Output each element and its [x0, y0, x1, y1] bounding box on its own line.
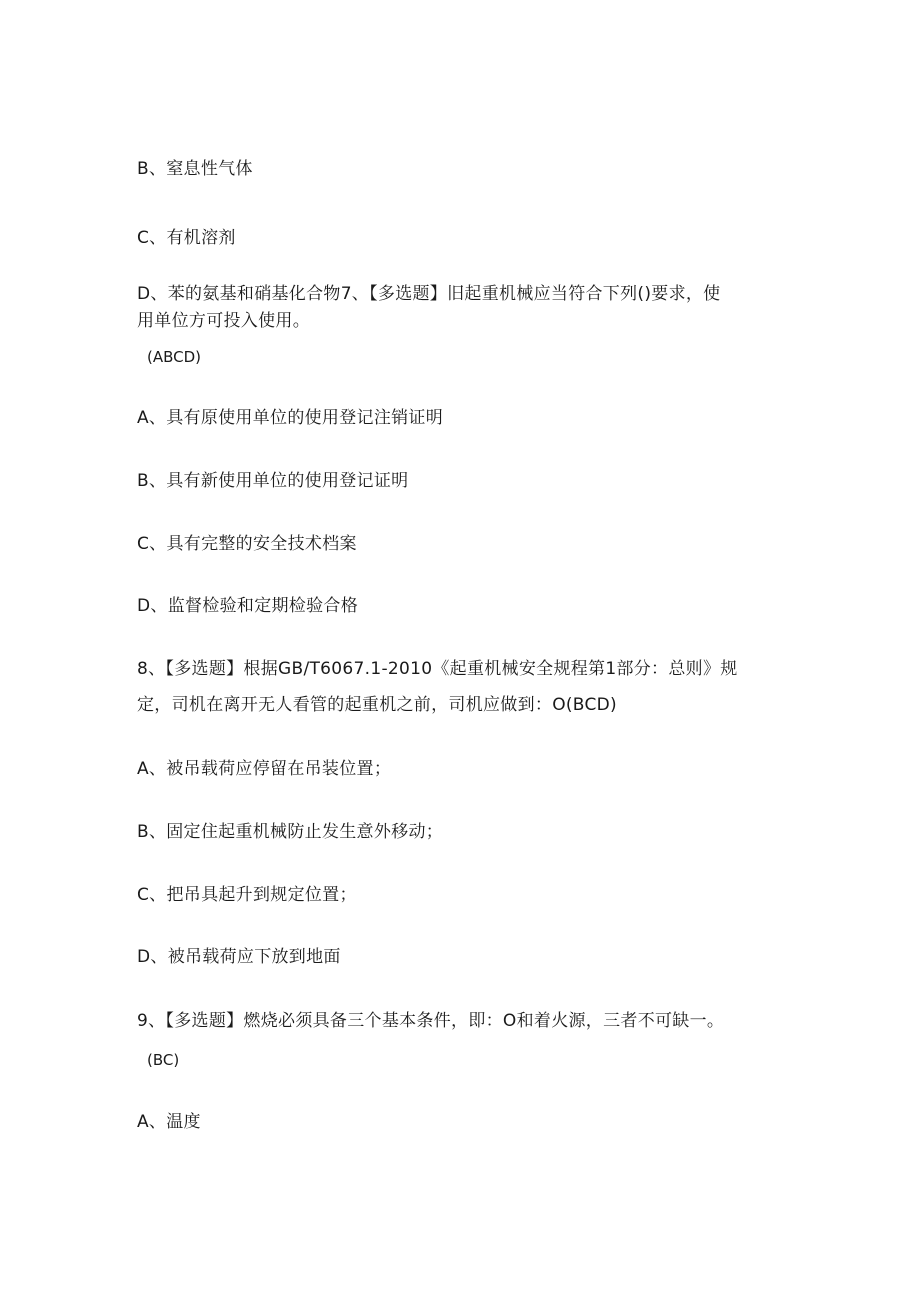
- question-8-line-1: 8、【多选题】根据GB/T6067.1-2010《起重机械安全规程第1部分：总则》规: [137, 659, 738, 679]
- question-9-line-1: 9、【多选题】燃烧必须具备三个基本条件，即：O和着火源，三者不可缺一。: [137, 1011, 725, 1031]
- q7-option-c: C、具有完整的安全技术档案: [137, 534, 357, 554]
- q8-option-b: B、固定住起重机械防止发生意外移动；: [137, 822, 444, 842]
- question-9-answer: (BC): [147, 1051, 180, 1069]
- option-b-line: B、窒息性气体: [137, 159, 253, 179]
- option-c-line: C、有机溶剂: [137, 228, 236, 248]
- q7-option-a: A、具有原使用单位的使用登记注销证明: [137, 408, 444, 428]
- q7-option-b: B、具有新使用单位的使用登记证明: [137, 471, 409, 491]
- question-7-line-1: D、苯的氨基和硝基化合物7、【多选题】旧起重机械应当符合下列()要求，使: [137, 284, 721, 304]
- q8-option-d: D、被吊载荷应下放到地面: [137, 947, 341, 967]
- question-8-line-2: 定，司机在离开无人看管的起重机之前，司机应做到：O(BCD): [137, 695, 617, 715]
- q9-option-a: A、温度: [137, 1112, 201, 1132]
- question-7-answer: (ABCD): [147, 348, 202, 366]
- q8-option-c: C、把吊具起升到规定位置；: [137, 885, 357, 905]
- question-7-line-2: 用单位方可投入使用。: [137, 311, 310, 331]
- q8-option-a: A、被吊载荷应停留在吊装位置；: [137, 759, 392, 779]
- q7-option-d: D、监督检验和定期检验合格: [137, 596, 358, 616]
